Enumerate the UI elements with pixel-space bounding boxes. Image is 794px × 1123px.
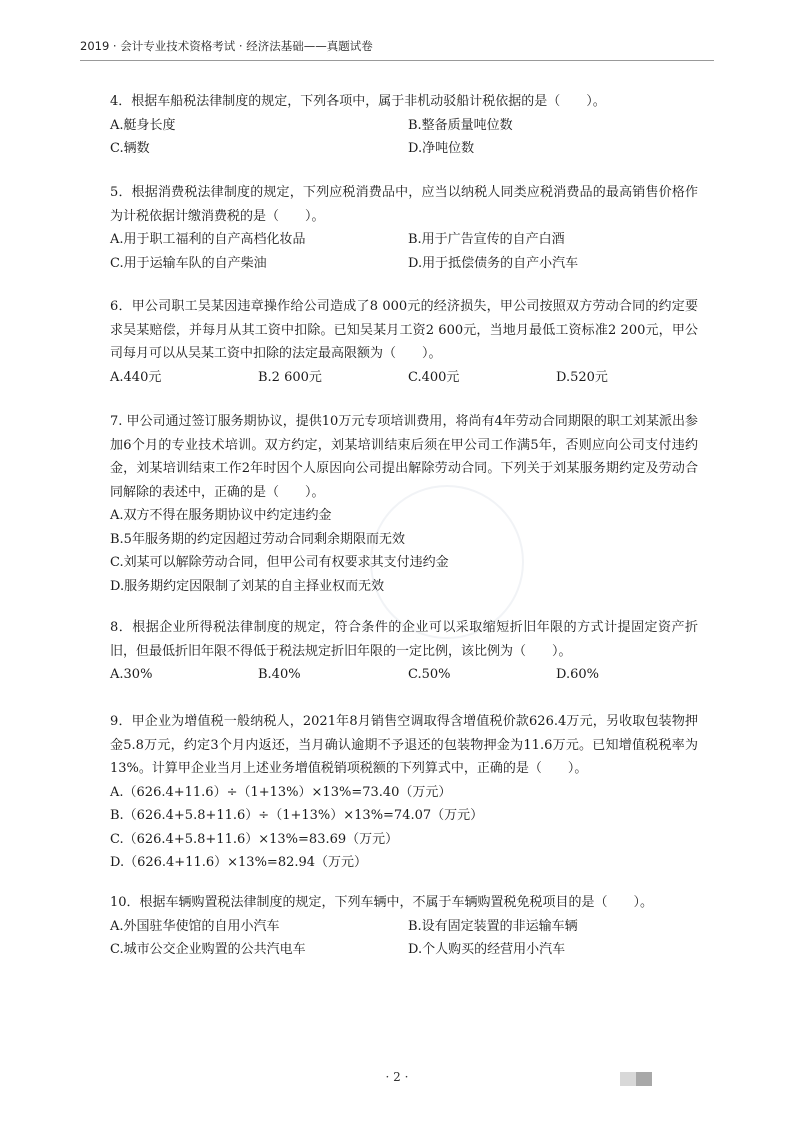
- option-b: B.用于广告宣传的自产白酒: [408, 232, 565, 247]
- question-stem: 7. 甲公司通过签订服务期协议，提供10万元专项培训费用，将尚有4年劳动合同期限的职工刘某派出参加6个月的专业技术培训。双方约定，刘某培训结束后须在甲公司工作满5年，否则应向公司支付违约金，刘某培训结束工作2年时因个人原因向公司提出解除劳动合同。下列关于刘某服务期约定及劳动合同解除的表述中，正确的是（ ）。: [110, 414, 698, 500]
- option-a: A.用于职工福利的自产高档化妆品: [110, 232, 306, 247]
- option-d: D.用于抵偿债务的自产小汽车: [408, 255, 579, 271]
- option-d: D.（626.4+11.6）×13%=82.94（万元）: [110, 855, 368, 870]
- option-d: D.服务期约定因限制了刘某的自主择业权而无效: [110, 578, 385, 594]
- option-a: A.30%: [110, 667, 153, 682]
- question-8: [110, 616, 698, 687]
- option-a: A.（626.4+11.6）÷（1+13%）×13%=73.40（万元）: [110, 784, 452, 800]
- question-7: [110, 410, 698, 598]
- option-c: C.50%: [408, 667, 451, 682]
- option-c: C.刘某可以解除劳动合同，但甲公司有权要求其支付违约金: [110, 555, 449, 570]
- question-stem: 5．根据消费税法律制度的规定，下列应税消费品中，应当以纳税人同类应税消费品的最高销售价格作为计税依据计缴消费税的是（ ）。: [110, 185, 698, 224]
- option-a: A.双方不得在服务期协议中约定违约金: [110, 508, 332, 523]
- question-6: [110, 295, 698, 389]
- page-number: · 2 ·: [385, 1070, 409, 1084]
- corner-mark: [620, 1072, 652, 1086]
- running-header: 2019 · 会计专业技术资格考试 · 经济法基础——真题试卷: [80, 39, 373, 53]
- option-a: A.440元: [110, 369, 162, 385]
- question-4: [110, 90, 698, 161]
- question-stem: 4．根据车船税法律制度的规定，下列各项中，属于非机动驳船计税依据的是（ ）。: [110, 94, 606, 109]
- option-c: C.400元: [408, 369, 460, 385]
- question-stem: 9．甲企业为增值税一般纳税人，2021年8月销售空调取得含增值税价款626.4万元，另收取包装物押金5.8万元，约定3个月内返还，当月确认逾期不予退还的包装物押金为11.6万元。已知增值税税率为13%。计算甲企业当月上述业务增值税销项税额的下列算式中，正确的是（ ）。: [110, 714, 698, 776]
- option-b: B.（626.4+5.8+11.6）÷（1+13%）×13%=74.07（万元）: [110, 808, 484, 823]
- option-b: B.40%: [258, 667, 301, 682]
- question-stem: 8．根据企业所得税法律制度的规定，符合条件的企业可以采取缩短折旧年限的方式计提固定资产折旧，但最低折旧年限不得低于税法规定折旧年限的一定比例，该比例为（ ）。: [110, 620, 698, 659]
- option-d: D.净吨位数: [408, 141, 475, 156]
- options: [110, 915, 698, 962]
- options: [110, 228, 698, 275]
- question-stem: 6．甲公司职工吴某因违章操作给公司造成了8 000元的经济损失，甲公司按照双方劳动合同的约定要求吴某赔偿，并每月从其工资中扣除。已知吴某月工资2 600元，当地月最低工资标准2 200元，甲公司每月可以从吴某工资中扣除的法定最高限额为（ ）。: [110, 299, 698, 361]
- options: [110, 781, 698, 875]
- option-b: B.2 600元: [258, 369, 322, 385]
- question-5: [110, 181, 698, 275]
- option-d: D.60%: [556, 667, 599, 682]
- option-c: C.城市公交企业购置的公共汽电车: [110, 942, 306, 957]
- option-c: C.辆数: [110, 141, 150, 156]
- options: [110, 504, 698, 598]
- option-b: B.设有固定装置的非运输车辆: [408, 918, 578, 934]
- question-stem: 10．根据车辆购置税法律制度的规定，下列车辆中，不属于车辆购置税免税项目的是（ ）。: [110, 895, 654, 910]
- option-c: C.（626.4+5.8+11.6）×13%=83.69（万元）: [110, 831, 399, 847]
- option-a: A.艇身长度: [110, 117, 176, 133]
- question-10: [110, 891, 698, 962]
- header-divider: [80, 60, 714, 61]
- options: [110, 366, 698, 390]
- option-a: A.外国驻华使馆的自用小汽车: [110, 918, 280, 934]
- question-9: [110, 710, 698, 875]
- option-d: D.个人购买的经营用小汽车: [408, 942, 566, 957]
- options: [110, 114, 698, 161]
- option-d: D.520元: [556, 369, 608, 385]
- option-b: B.5年服务期的约定因超过劳动合同剩余期限而无效: [110, 531, 405, 547]
- option-c: C.用于运输车队的自产柴油: [110, 255, 267, 271]
- option-b: B.整备质量吨位数: [408, 117, 513, 133]
- corner-block-light: [620, 1072, 636, 1086]
- options: [110, 663, 698, 687]
- corner-block-dark: [636, 1072, 652, 1086]
